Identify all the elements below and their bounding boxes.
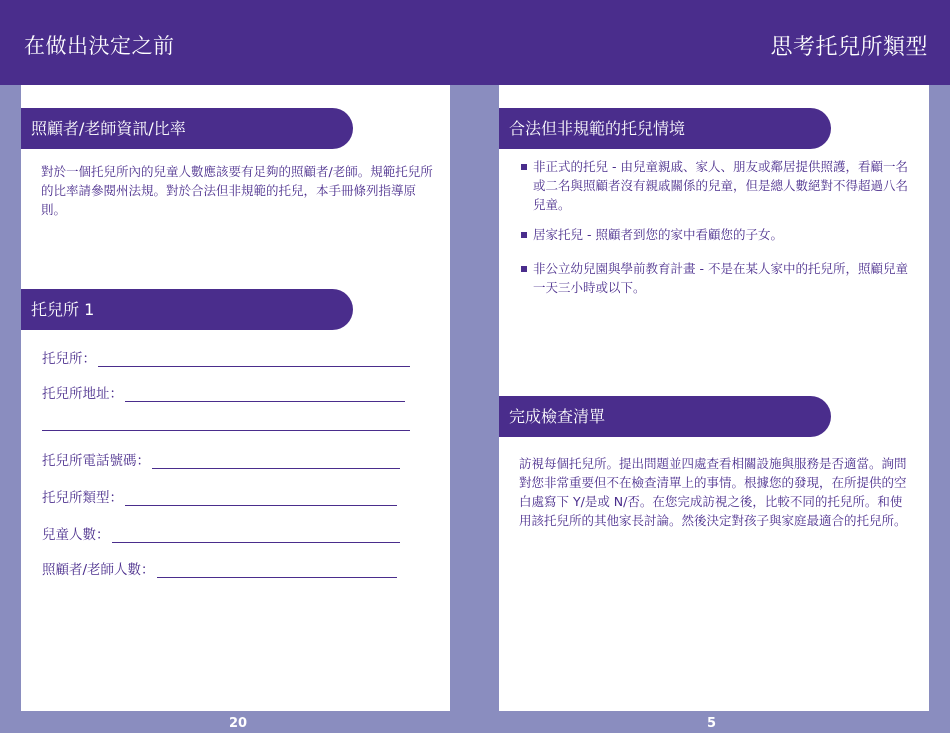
field-caregiver-count[interactable] (42, 558, 397, 578)
right-page-number: 5 (707, 716, 717, 731)
list-item (521, 157, 909, 214)
right-page (499, 85, 929, 711)
field-label: 托兒所地址： (42, 386, 123, 402)
field-daycare-name[interactable] (42, 347, 410, 367)
section-heading-text: 完成檢查清單 (509, 407, 606, 426)
section-heading-text: 照顧者/老師資訊/比率 (31, 119, 186, 138)
left-header-title: 在做出決定之前 (24, 34, 175, 58)
right-header-title: 思考托兒所類型 (770, 35, 928, 60)
field-blank-line[interactable] (112, 528, 400, 543)
section-heading-caregiver-ratio (21, 108, 353, 149)
field-child-count[interactable] (42, 523, 400, 543)
field-daycare-type[interactable] (42, 486, 397, 506)
bullet-square-icon (521, 164, 527, 170)
section-heading-text: 托兒所 1 (31, 300, 95, 319)
list-item (521, 225, 909, 244)
bullet-square-icon (521, 266, 527, 272)
field-blank-line[interactable] (125, 491, 397, 506)
field-daycare-phone[interactable] (42, 449, 400, 469)
field-label: 托兒所： (42, 351, 96, 367)
header-bar (0, 0, 950, 85)
field-label: 兒童人數： (42, 527, 110, 543)
left-page (21, 85, 450, 711)
field-blank-line[interactable] (42, 416, 410, 431)
list-item-text: 非正式的托兒 - 由兒童親戚、家人、朋友或鄰居提供照護，看顧一名或二名與照顧者沒有親戚關係的兒童，但是總人數絕對不得超過八名兒童。 (533, 159, 909, 212)
field-label: 托兒所電話號碼： (42, 453, 150, 469)
section-heading-legal-unregulated (499, 108, 831, 149)
field-blank-line[interactable] (125, 387, 405, 402)
field-blank-line[interactable] (98, 352, 410, 367)
field-daycare-address-line2[interactable] (42, 416, 410, 431)
list-item-text: 非公立幼兒園與學前教育計畫 - 不是在某人家中的托兒所，照顧兒童一天三小時或以下。 (533, 261, 908, 295)
field-label: 照顧者/老師人數： (42, 562, 155, 578)
field-label: 托兒所類型： (42, 490, 123, 506)
left-page-number: 20 (229, 716, 248, 731)
section-heading-text: 合法但非規範的托兒情境 (509, 119, 686, 138)
field-blank-line[interactable] (157, 563, 397, 578)
bullet-square-icon (521, 232, 527, 238)
section-heading-daycare-1 (21, 289, 353, 330)
list-item-text: 居家托兒 - 照顧者到您的家中看顧您的子女。 (533, 227, 783, 242)
list-item (521, 259, 909, 297)
checklist-body: 訪視每個托兒所。提出問題並四處查看相關設施與服務是否適當。詢問對您非常重要但不在檢查清單上的事情。根據您的發現，在所提供的空白處寫下 Y/是或 N/否。在您完成訪視之後，比較不同的托兒所。和使用該托兒所的其他家長討論。然後決定對孩子與家庭最適合的托兒所。 (519, 456, 907, 528)
caregiver-ratio-body: 對於一個托兒所內的兒童人數應該要有足夠的照顧者/老師。規範托兒所的比率請參閱州法規。對於合法但非規範的托兒，本手冊條列指導原則。 (41, 164, 433, 217)
section-heading-checklist (499, 396, 831, 437)
field-blank-line[interactable] (152, 454, 400, 469)
field-daycare-address[interactable] (42, 382, 405, 402)
